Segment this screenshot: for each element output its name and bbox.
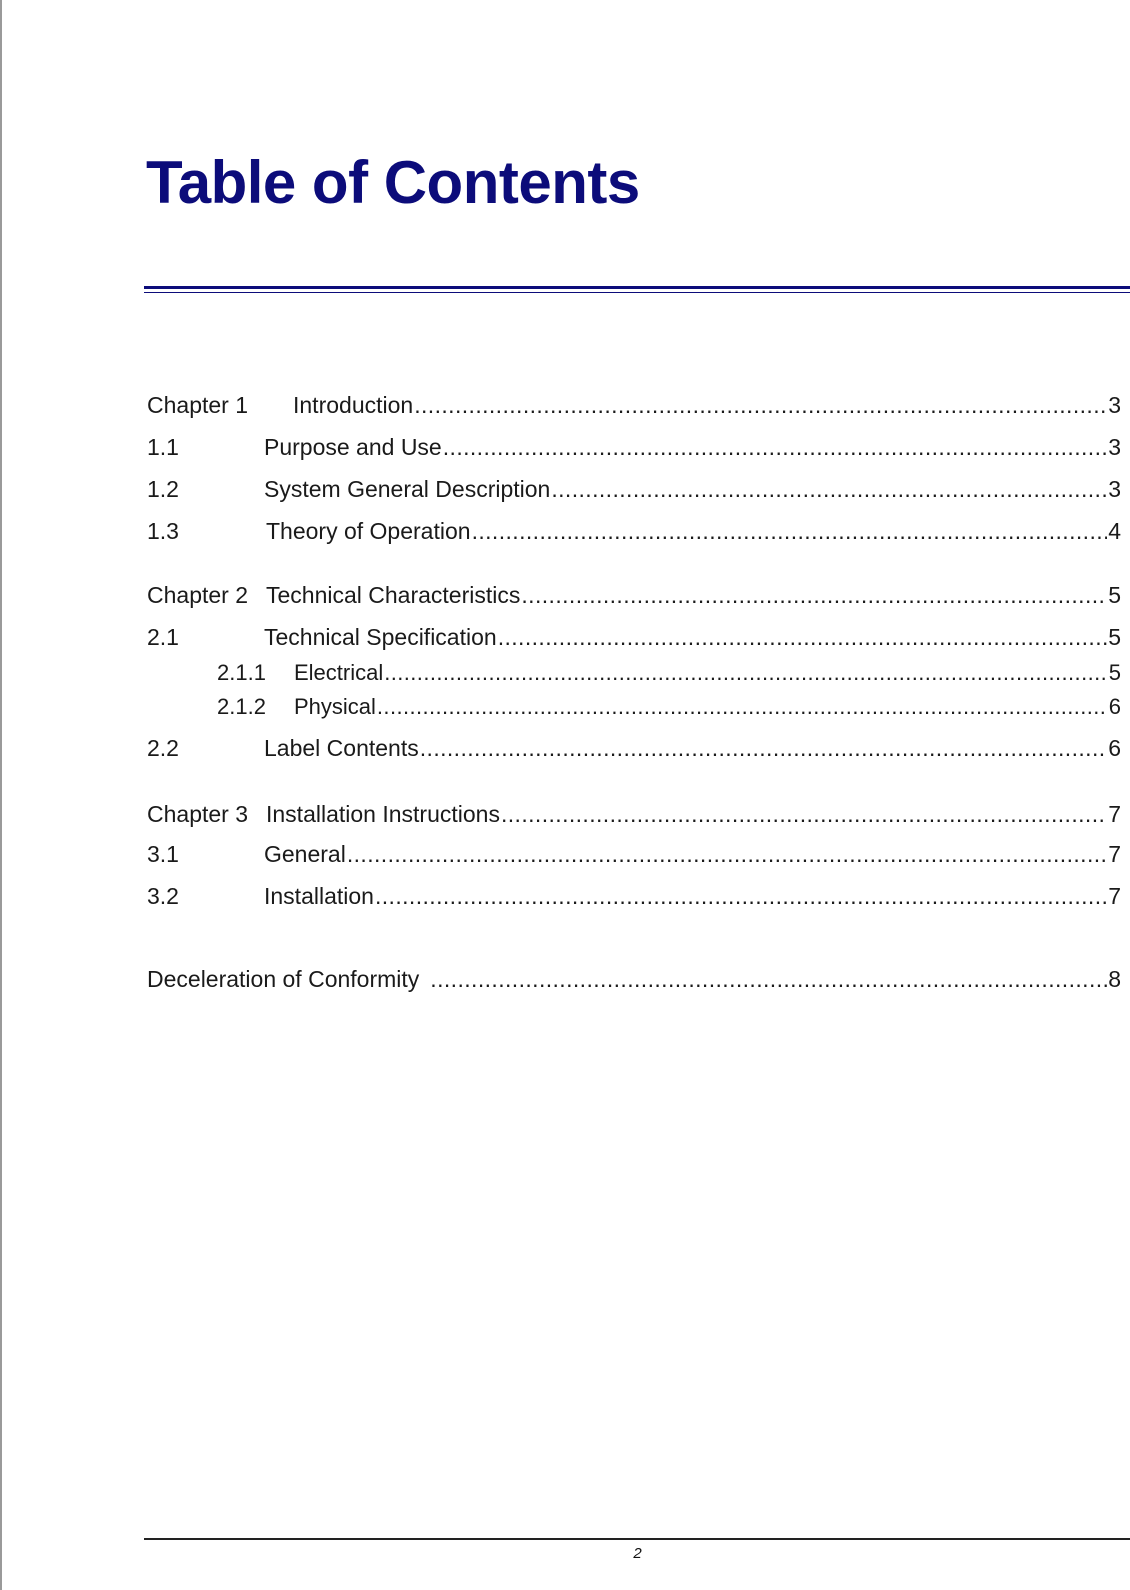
toc-entry-number: Chapter 3 bbox=[147, 801, 249, 827]
toc-leader-dots bbox=[498, 624, 1108, 651]
page-title: Table of Contents bbox=[146, 149, 640, 216]
toc-entry-page: 5 bbox=[1108, 582, 1121, 608]
toc-entry-1-3[interactable] bbox=[147, 518, 1121, 548]
toc-entry-label: Label Contents bbox=[264, 735, 419, 761]
toc-entry-number: 2.1 bbox=[147, 624, 179, 650]
toc-entry-label: Technical Specification bbox=[264, 624, 497, 650]
toc-leader-dots bbox=[347, 841, 1107, 868]
toc-entry-page: 4 bbox=[1108, 518, 1121, 544]
toc-entry-page: 7 bbox=[1108, 883, 1121, 909]
toc-entry-number: 3.1 bbox=[147, 841, 179, 867]
toc-entry-page: 8 bbox=[1108, 966, 1121, 992]
toc-leader-dots bbox=[414, 392, 1107, 419]
toc-entry-1-2[interactable] bbox=[147, 476, 1121, 506]
toc-entry-label: Installation bbox=[264, 883, 374, 909]
toc-leader-dots bbox=[443, 434, 1107, 461]
toc-leader-dots bbox=[551, 476, 1107, 503]
toc-entry-1-1[interactable] bbox=[147, 434, 1121, 464]
toc-entry-page: 7 bbox=[1108, 801, 1121, 827]
toc-entry-number: 2.1.1 bbox=[217, 660, 266, 685]
toc-entry-number: 1.3 bbox=[147, 518, 179, 544]
toc-leader-dots bbox=[420, 735, 1107, 762]
toc-entry-number: 1.1 bbox=[147, 434, 179, 460]
toc-leader-dots bbox=[472, 518, 1108, 545]
toc-leader-dots bbox=[430, 966, 1107, 993]
toc-leader-dots bbox=[501, 801, 1107, 828]
toc-entry-page: 5 bbox=[1108, 660, 1121, 685]
toc-entry-number: Chapter 1 bbox=[147, 392, 249, 418]
toc-entry-3-2[interactable] bbox=[147, 883, 1121, 913]
toc-entry-label: Technical Characteristics bbox=[266, 582, 521, 608]
toc-leader-dots bbox=[384, 660, 1108, 686]
toc-entry-2-1[interactable] bbox=[147, 624, 1121, 654]
toc-entry-page: 3 bbox=[1108, 476, 1121, 502]
toc-entry-label: System General Description bbox=[264, 476, 551, 502]
toc-entry-label: Electrical bbox=[294, 660, 384, 685]
toc-entry-number: 1.2 bbox=[147, 476, 179, 502]
toc-leader-dots bbox=[377, 694, 1108, 720]
toc-entry-page: 7 bbox=[1108, 841, 1121, 867]
toc-entry-number: Chapter 2 bbox=[147, 582, 249, 608]
toc-entry-label: Installation Instructions bbox=[266, 801, 500, 827]
toc-leader-dots bbox=[375, 883, 1107, 910]
toc-entry-label: Physical bbox=[294, 694, 376, 719]
toc-entry-page: 6 bbox=[1108, 735, 1121, 761]
toc-entry-number: 2.2 bbox=[147, 735, 179, 761]
toc-entry-declaration[interactable] bbox=[147, 966, 1121, 996]
toc-entry-3-1[interactable] bbox=[147, 841, 1121, 871]
toc-entry-2-1-1[interactable] bbox=[217, 660, 1121, 690]
footer-page-number: 2 bbox=[633, 1545, 642, 1562]
toc-entry-label: General bbox=[264, 841, 346, 867]
toc-entry-page: 6 bbox=[1108, 694, 1121, 719]
footer-rule bbox=[144, 1538, 1130, 1540]
toc-entry-label: Introduction bbox=[293, 392, 414, 418]
toc-entry-page: 3 bbox=[1108, 392, 1121, 418]
toc-entry-chapter-2[interactable] bbox=[147, 582, 1121, 612]
toc-entry-page: 3 bbox=[1108, 434, 1121, 460]
toc-leader-dots bbox=[521, 582, 1107, 609]
toc-entry-2-2[interactable] bbox=[147, 735, 1121, 765]
toc-entry-label: Deceleration of Conformity bbox=[147, 966, 420, 992]
toc-entry-label: Purpose and Use bbox=[264, 434, 442, 460]
toc-entry-number: 2.1.2 bbox=[217, 694, 266, 719]
toc-entry-chapter-3[interactable] bbox=[147, 801, 1121, 831]
toc-entry-page: 5 bbox=[1108, 624, 1121, 650]
toc-entry-number: 3.2 bbox=[147, 883, 179, 909]
toc-entry-2-1-2[interactable] bbox=[217, 694, 1121, 724]
toc-entry-label: Theory of Operation bbox=[266, 518, 471, 544]
toc-entry-chapter-1[interactable] bbox=[147, 392, 1121, 422]
